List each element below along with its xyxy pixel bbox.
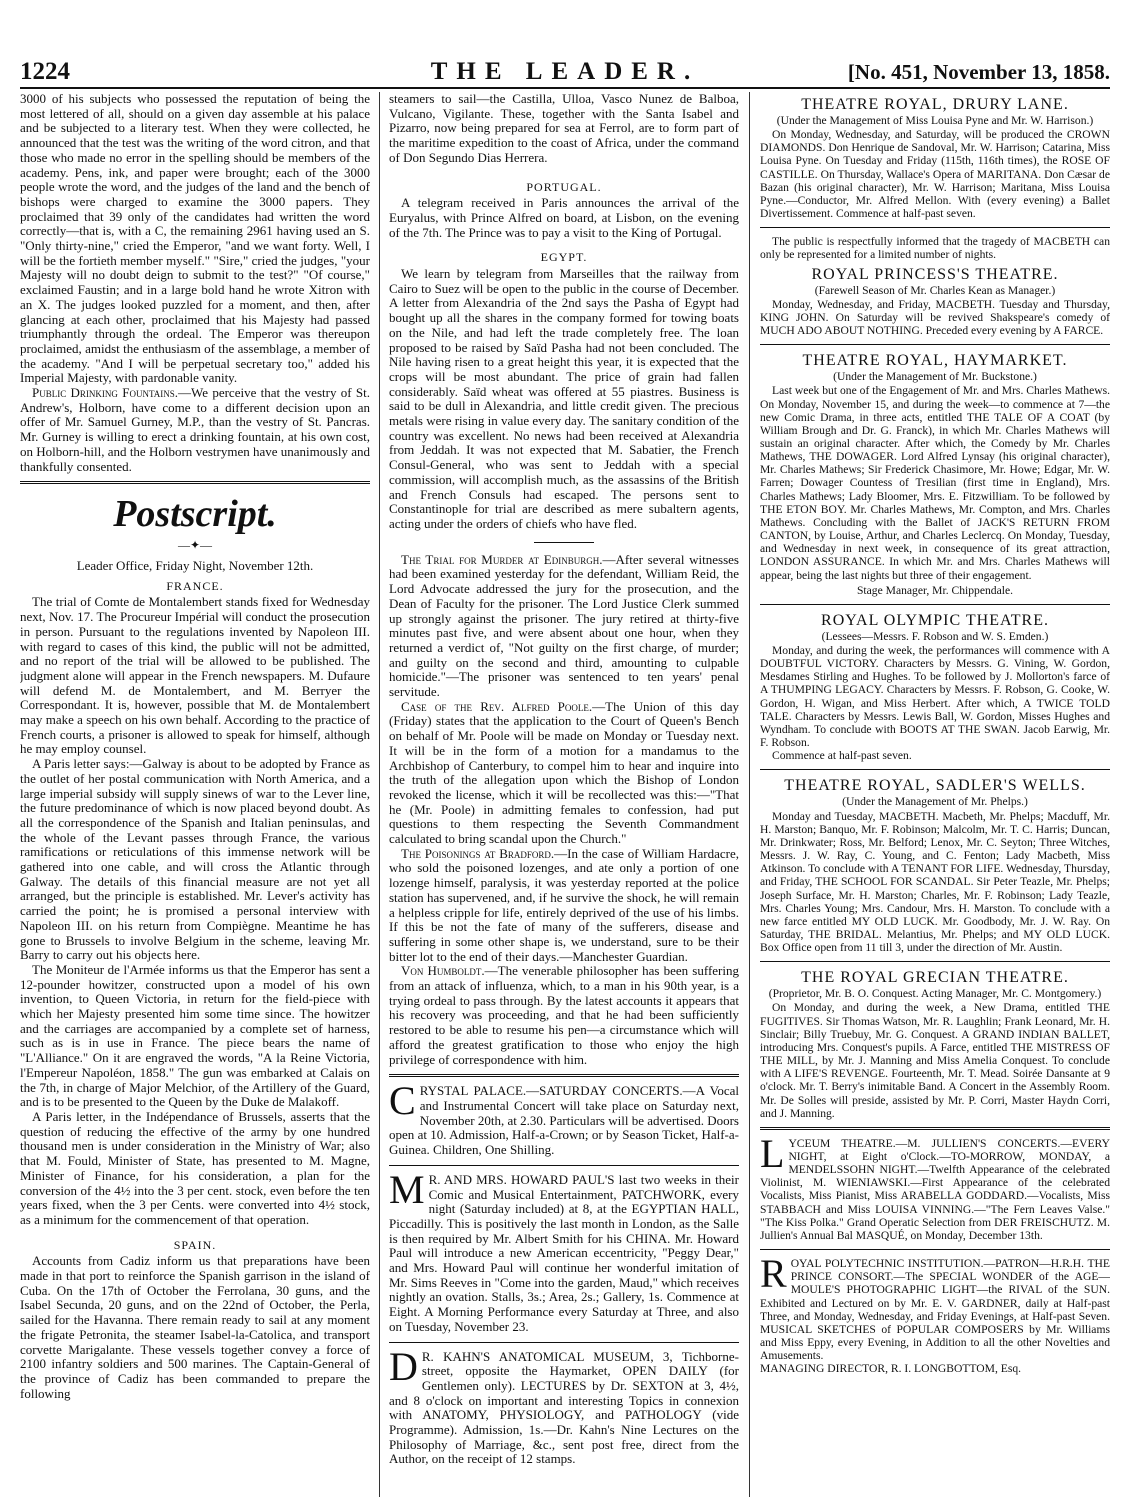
article-paragraph: The trial of Comte de Montalembert stands fixed for Wednesday next, Nov. 17. The Procureur Impérial will conduct the prosecution in person. Pursuant to the regulations invented by Napoleon III. with regard to cases of this kind, the public will not be admitted, and no report of the trial will be allowed to be published. The judgment alone will appear in the French newspapers. M. Dufaure will defend M. de Montalembert, and M. Berryer the Correspondant. It is, however, possible that M. de Montalembert may make a speech on his own behalf. According to the practice of French courts, a prisoner is allowed to speak for himself, although he may employ counsel. [20,594,370,757]
section-rule [389,1074,739,1077]
article-paragraph: Accounts from Cadiz inform us that preparations have been made in that port to reinforce the Spanish garrison in the island of Cuba. On the 17th of October the Ferrolana, 30 guns, and the Isabel Secunda, 20 guns, and on the 22nd of October, the Perla, sailed for the Havanna. There remain ready to sail at any moment the frigate Petronita, the steamer Isabel-la-Catolica, and transport corvette Marigalante. These vessels together convey a force of 2100 infantry soldiers and 500 marines. The Captain-General of the province of Cadiz has been commanded to prepare the following [20,1253,370,1401]
column-divider [379,92,380,1497]
paragraph-lead: Von Humboldt. [401,963,485,979]
paragraph-lead: Case of the Rev. Alfred Poole. [401,698,593,714]
advert-rule [760,344,1110,345]
masthead-rule [20,87,1110,89]
theatre-listing: Monday, Wednesday, and Friday, MACBETH. Tuesday and Thursday, KING JOHN. On Saturday will be revived Shakspeare's comedy of MUCH ADO ABOUT NOTHING. Preceded every evening by A FARCE. [760,297,1110,338]
advertisement-howard-paul [389,1166,739,1335]
theatre-subheading: (Under the Management of Mr. Phelps.) [842,795,1028,809]
article-paragraph: steamers to sail—the Castilla, Ulloa, Vasco Nunez de Balboa, Vulcano, Vigilante. These, together with the Santa Isabel and Pizarro, now being prepared for sea at Ferrol, are to form part of the maritime expedition to the coast of Africa, under the command of Don Segundo Dias Herrera. [389,92,739,165]
paragraph-lead: The Trial for Murder at Edinburgh. [401,551,603,567]
section-heading: EGYPT. [540,250,588,265]
article-paragraph [389,553,739,700]
paragraph-text: —In the case of William Hardacre, who sold the poisoned lozenges, and ate only a portion of one lozenge himself, paralysis, it was yesterday reported at the police station has supervened, and, if he survive the shock, he will remain a helpless cripple for life, entirely deprived of the use of his limbs. If this be not the fate of many of the sufferers, disease and suffering in some other shape is, we understand, sure to be their bitter lot to the end of their days.—Manchester Guardian. [389,845,739,964]
theatre-listing: On Monday, and during the week, a New Drama, entitled THE FUGITIVES. Sir Thomas Watson, Mr. R. Laughlin; Frank Leonard, Mr. H. Sinclair; Billy Truebuy, Mr. G. Conquest. A GRAND INDIAN BALLET, introducing Mrs. Conquest's pupils. A Farce, entitled THE MISTRESS OF THE MILL, by Mr. J. Manning and Miss Amelia Conquest. To conclude with A LIFE'S REVENGE. Fourteenth, Mr. T. Mead. Soirée Dansante at 9 o'clock. Mr. T. Berry's inimitable Band. A Concert in the Assembly Room. Mr. De Solles will preside, assisted by Mr. P. Corri, Master Haydn Corri, and J. Manning. [760,1001,1110,1120]
article-paragraph: A Paris letter, in the Indépendance of Brussels, asserts that the question of reducing the effective of the army by one hundred thousand men is under consideration in the Ministry of War; also that M. Fould, Minister of State, has presented to M. Magne, Minister of Finance, for his consideration, a plan for the conversion of the 4½ into the 3 per cent. stock, even before the ten years fixed, when the 3 per Cents. were converted into 4½ stock, as a minimum for the commencement of that operation. [20,1109,370,1227]
short-rule [534,542,594,543]
advertisement-crystal-palace [389,1078,739,1158]
masthead [20,58,1110,86]
column-1 [20,92,370,1497]
section-rule [760,1127,1110,1130]
advertisement-polytechnic [760,1251,1110,1376]
paragraph-text: —We perceive that the vestry of St. Andrew's, Holborn, have come to a different decision upon an offer of Mr. Samuel Gurney, M.P., than the vestry of St. Pancras. Mr. Gurney is willing to erect a drinking fountain, at his own cost, on Holborn-hill, and the Holborn vestrymen have unanimously and thankfully consented. [20,385,370,474]
section-heading: PORTUGAL. [526,179,602,194]
postscript-title: Postscript. [113,493,277,536]
issue-line: [No. 451, November 13, 1858. [847,60,1110,84]
stage-manager-line: Stage Manager, Mr. Chippendale. [856,583,1013,597]
theatre-notice: The public is respectfully informed that the tragedy of MACBETH can only be represented for a limited number of nights. [760,235,1110,262]
paragraph-text: —The Union of this day (Friday) states that the application to the Court of Queen's Bench on behalf of Mr. Poole will be made on Monday or Tuesday next. It will be in the form of a motion for a mandamus to the Archbishop of Canterbury, to compel him to hear and inquire into the truth of the allegation upon which the Bishop of London revoked the license, which it will be recollected was this:—"That he (Mr. Poole) in admitting females to confession, had put questions to them respecting the Seventh Commandment calculated to bring scandal upon the Church." [389,698,739,847]
newspaper-title: THE LEADER. [430,58,700,85]
page-number: 1224 [20,58,70,85]
advert-text: OYAL POLYTECHNIC INSTITUTION.—PATRON—H.R.H. THE PRINCE CONSORT.—The SPECIAL WONDER of the AGE—MOULE'S PHOTOGRAPHIC LIGHT—the RIVAL of the SUN. Exhibited and Lectured on by Mr. E. V. GARDNER, daily at Half-past Three, and Monday, Wednesday, and Friday Evenings, at Half-past Seven. MUSICAL SKETCHES of POPULAR COMPOSERS by Mr. Williams and Miss Eppy, every Evening, in Addition to all the other Novelties and Amusements. [760,1257,1110,1363]
drop-cap: M [389,1166,425,1212]
article-paragraph [389,964,739,1067]
drop-cap: L [760,1130,785,1176]
advert-text: RYSTAL PALACE.—SATURDAY CONCERTS.—A Vocal and Instrumental Concert will take place on Saturday next, November 20th, at 2.30. Particulars will be advertised. Doors open at 10. Admission, Half-a-Crown; or by Season Ticket, Half-a-Guinea. Children, One Shilling. [389,1083,739,1158]
article-paragraph: The Moniteur de l'Armée informs us that the Emperor has sent a 12-pounder howitzer, constructed upon a model of his own invention, to Queen Victoria, in return for the field-piece with which her Majesty presented him some time since. The howitzer and the carriages are accompanied by a complete set of harness, such as is in use in France. The piece bears the name of "L'Alliance." On it are engraved the words, "A la Reine Victoria, l'Empereur Napoléon, 1858." The gun was embarked at Calais on the 7th, in charge of Major Melchior, of the Artillery of the Guard, and is to be presented to the Queen by the Duke de Malakoff. [20,961,370,1110]
theatre-subheading: (Under the Management of Mr. Buckstone.) [833,370,1037,384]
advert-rule [760,604,1110,605]
theatre-heading: ROYAL OLYMPIC THEATRE. [821,611,1049,629]
advert-text: R. AND MRS. HOWARD PAUL'S last two weeks in their Comic and Musical Entertainment, PATCHWORK, every night (Saturday included) at 8, at the EGYPTIAN HALL, Piccadilly. This is positively the last month in London, as the Salle is then required by Mr. Albert Smith for his CHINA. Mr. Howard Paul will introduce a new American eccentricity, "Peggy Dear," and Mrs. Howard Paul will continue her wonderful imitation of Mr. Sims Reeves in "Come into the garden, Maud," which receives nightly an ovation. Stalls, 3s.; Area, 2s.; Gallery, 1s. Commence at Eight. A Morning Performance every Saturday at Three, and also on Tuesday, November 23. [389,1171,739,1334]
theatre-heading: THEATRE ROYAL, SADLER'S WELLS. [784,777,1086,795]
advertisement-lyceum [760,1130,1110,1242]
paragraph-text: —The venerable philosopher has been suffering from an attack of influenza, which, to a man in his 90th year, is a trying ordeal to pass through. By the latest accounts it appears that his recovery was proceeding, and that he had been sufficiently restored to be able to resume his pen—a circumstance which will afford the greatest gratification to those who enjoy the high privilege of correspondence with him. [389,963,739,1067]
advert-rule [760,227,1110,228]
advertisement-kahn-museum [389,1343,739,1468]
theatre-subheading: (Under the Management of Miss Louisa Pyne and Mr. W. Harrison.) [776,114,1094,127]
section-rule [20,481,370,484]
theatre-heading: ROYAL PRINCESS'S THEATRE. [811,265,1059,283]
section-heading: FRANCE. [166,578,224,593]
advert-text: YCEUM THEATRE.—M. JULLIEN'S CONCERTS.—EVERY NIGHT, at Eight o'Clock.—TO-MORROW, MONDAY, a MENDELSSOHN NIGHT.—Twelfth Appearance of the celebrated Violinist, M. WIENIAWSKI.—First Appearance of the celebrated Vocalists, Miss Pianist, Miss ARABELLA GODDARD.—Vocalists, Miss STABBACH and Miss LOUISA VINNING.—"The Fern Leaves Valse." "The Kiss Polka." Grand Operatic Selection from DER FREISCHUTZ. M. Jullien's Annual Bal MASQUÉ, on Monday, December 13th. [760,1136,1110,1242]
column-divider [749,92,750,1497]
article-paragraph [389,700,739,847]
section-heading: SPAIN. [173,1237,217,1252]
theatre-listing: Last week but one of the Engagement of Mr. and Mrs. Charles Mathews. On Monday, November 15, and during the week—to commence at 7—the new Comic Drama, in three acts, entitled THE TALE OF A COAT (by William Brough and Dr. G. Franck), in which Mr. Charles Mathews will sustain an original character. After which, the Comedy by Mr. Charles Mathews, THE DOWAGER. Lord Alfred Lynsay (his original character), Mr. Charles Mathews; Sir Frederick Chasimore, Mr. Howe; Edgar, Mr. W. Farren; Dowager Countess of Tresilian (first time in England), Mrs. Charles Mathews; Lady Bloomer, Mrs. E. Fitzwilliam. To be followed by THE ETON BOY. Mr. Charles Mathews, Mr. Compton, and Mrs. Charles Mathews. Concluding with the Ballet of JACK'S RETURN FROM CANTON, by Louise, Arthur, and Charles Leclercq. On Monday, Tuesday, and Wednesday in next week, in consequence of its great attraction, LONDON ASSURANCE. In which Mr. and Mrs. Charles Mathews will appear, being the last nights but three of their engagement. [760,384,1110,582]
paragraph-text: —After several witnesses had been examined yesterday for the defendant, William Reid, the Lord Advocate addressed the jury for the prosecution, and the Dean of Faculty for the prisoner. The Lord Justice Clerk summed up strongly against the prisoner. The jury retired at thirty-five minutes past five, and were absent about one hour, when they returned a verdict of, "Not guilty on the first charge, of murder; and guilty on the second and third, amounting to culpable homicide."—The prisoner was sentenced to ten years' penal servitude. [389,551,739,700]
drop-cap: R [760,1251,787,1297]
advert-rule [760,961,1110,962]
article-paragraph [389,847,739,965]
theatre-listing: Monday and Tuesday, MACBETH. Macbeth, Mr. Phelps; Macduff, Mr. H. Marston; Banquo, Mr. F. Robinson; Malcolm, Mr. T. C. Harris; Duncan, Mr. Drinkwater; Ross, Mr. Belford; Lenox, Mr. C. Seyton; Three Witches, Messrs. J. W. Ray, C. Young, and C. Fenton; Lady Macbeth, Miss Atkinson. To conclude with A TENANT FOR LIFE. Wednesday, Thursday, and Friday, THE SCHOOL FOR SCANDAL. Sir Peter Teazle, Mr. Phelps; Joseph Surface, Mr. H. Marston; Charles, Mr. F. Robinson; Lady Teazle, Mrs. Charles Young; Mrs. Candour, Mrs. H. Marston. To conclude with a new farce entitled MY OLD LUCK. Mr. Goodbody, Mr. J. W. Ray. On Saturday, THE BRIDAL. Melantius, Mr. Phelps; and MY OLD LUCK. Box Office open from 11 till 3, under the direction of Mr. Austin. [760,809,1110,955]
theatre-heading: THEATRE ROYAL, HAYMARKET. [802,352,1068,370]
article-paragraph: A telegram received in Paris announces the arrival of the Euryalus, with Prince Alfred on board, at Lisbon, on the evening of the 7th. The Prince was to pay a visit to the King of Portugal. [389,195,739,240]
article-paragraph: 3000 of his subjects who possessed the reputation of being the most lettered of all, should on a given day assemble at his palace and be subjected to a literary test. When they were collected, he announced that the test was the writing of the word citron, and that those who made no error in the spelling should be members of the academy. Pens, ink, and paper were brought; each of the 3000 people wrote the word, and the judges of the land and the bench of bishops were charged to examine the 3000 papers. They proclaimed that 39 only of the candidates had written the word correctly—that is, with a C, the remaining 2961 having used an S. "Only thirty-nine," cried the Emperor, "and we want forty. Well, I will be the fortieth member myself." "Sire," cried the judges, "your Majesty will no doubt deign to submit to the test?" "Of course," exclaimed Faustin; and in a large bold hand he wrote Xitron with an X. The judges looked puzzled for a moment, and then, after glancing at each other, proclaimed that his Majesty had passed triumphantly through the ordeal. The Emperor was thereupon proclaimed, amidst the enthusiasm of the assemblage, a member of the academy. "And I will be perpetual secretary too," added his Imperial Majesty, with pardonable vanity. [20,92,370,386]
theatre-listing: Monday, and during the week, the performances will commence with A DOUBTFUL VICTORY. Characters by Messrs. G. Vining, W. Gordon, Mesdames Stirling and Hughes. To be followed by J. Mollorton's farce of A THUMPING LEGACY. Characters by Messrs. F. Robson, G. Cooke, W. Gordon, H. Wigan, and Miss Herbert. After which, A TWICE TOLD TALE. Characters by Messrs. Lewis Ball, W. Gordon, Misses Hughes and Wyndham. To conclude with BOOTS AT THE SWAN. Jacob Earwig, Mr. F. Robson. [760,644,1110,750]
column-2 [389,92,739,1497]
paragraph-lead: Public Drinking Fountains. [32,385,179,401]
theatre-heading: THEATRE ROYAL, DRURY LANE. [801,96,1069,113]
advert-rule [389,1165,739,1166]
article-paragraph [20,386,370,474]
article-paragraph: We learn by telegram from Marseilles that the railway from Cairo to Suez will be open to the public in the course of December. A letter from Alexandria of the 2nd says the Pasha of Egypt had bought up all the shares in the company formed for towing boats on the Nile, and had left the trade completely free. The loan proposed to be raised by Saïd Pasha had not been concluded. The Nile having risen to a great height this year, it is expected that the crops will be most abundant. The price of grain had fallen considerably. Saïd wheat was offered at 55 piastres. Business is said to be dull in Alexandria, and little credit given. The precious metals were rising in value every day. The sanitary condition of the country was excellent. No news had been received at Alexandria from Jeddah. It was not expected that M. Sabatier, the French Consul-General, who was sent to Jeddah with a special commission, will accomplish much, as the assassins of the British and French Consuls had escaped. The persons sent to Constantinople for trial are described as mere subaltern agents, acting under the orders of chiefs who have fled. [389,266,739,531]
drop-cap: C [389,1078,416,1124]
article-paragraph: A Paris letter says:—Galway is about to be adopted by France as the outlet of her postal communication with North America, and a large imperial subsidy will supply sinews of war to the Lever line, the future predominance of which is now placed beyond doubt. As all the correspondence of the Spanish and Italian peninsulas, and the whole of the Levant passes through France, the various ramifications or reticulations of this immense network will be gathered into one cable, and will cross the Atlantic through Galway. The details of this financial measure are not yet all arranged, but the principle is established. Mr. Lever's activity has carried the point; he is promised a personal interview with Napoleon III. on his return from Compiègne. Meantime he has gone to Brussels to involve Belgium in the scheme, leaving Mr. Barry to carry out his objects here. [20,756,370,963]
theatre-listing-end: Commence at half-past seven. [772,749,912,763]
advert-rule [760,769,1110,770]
theatre-heading: THE ROYAL GRECIAN THEATRE. [801,969,1069,987]
advert-text: R. KAHN'S ANATOMICAL MUSEUM, 3, Tichborne-street, opposite the Haymarket, OPEN DAILY (for Gentlemen only). LECTURES by Dr. SEXTON at 3, 4½, and 8 o'clock on important and interesting Topics in connexion with ANATOMY, PHYSIOLOGY, and PATHOLOGY (vide Programme). Admission, 1s.—Dr. Kahn's Nine Lectures on the Philosophy of Marriage, &c., sent post free, direct from the Author, on the receipt of 12 stamps. [389,1348,739,1467]
drop-cap: D [389,1343,418,1389]
theatre-subheading: (Farewell Season of Mr. Charles Kean as Manager.) [814,283,1056,297]
column-3 [760,92,1110,1497]
theatre-subheading: (Proprietor, Mr. B. O. Conquest. Acting Manager, Mr. C. Montgomery.) [768,987,1102,1001]
advert-rule [760,1249,1110,1250]
advert-signature: MANAGING DIRECTOR, R. I. LONGBOTTOM, Esq. [760,1362,1022,1376]
ornament-icon: —✦— [177,538,213,553]
paragraph-lead: The Poisonings at Bradford. [401,845,555,861]
theatre-listing: On Monday, Wednesday, and Saturday, will be produced the CROWN DIAMONDS. Don Henrique de Sandoval, Mr. W. Harrison; Catarina, Miss Louisa Pyne. On Tuesday and Friday (115th, 116th times), the ROSE OF CASTILLE. On Thursday, Wallace's Opera of MARITANA. Don Cæsar de Bazan (his original character), Mr. W. Harrison; Maritana, Miss Louisa Pyne.—Conductor, Mr. Alfred Mellon. With (every evening) a Ballet Divertissement. Commence at half-past seven. [760,128,1110,221]
dateline: Leader Office, Friday Night, November 12th. [76,557,314,573]
advert-rule [389,1342,739,1343]
theatre-subheading: (Lessees—Messrs. F. Robson and W. S. Emden.) [821,629,1049,643]
